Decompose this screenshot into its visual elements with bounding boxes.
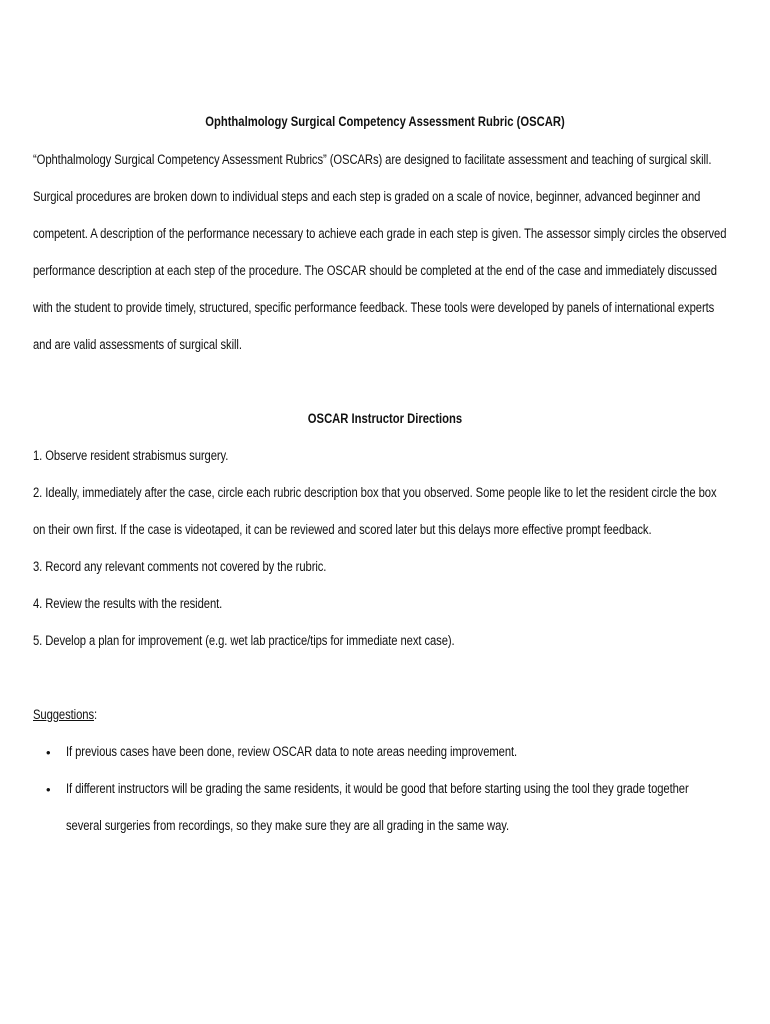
intro-line-2: Surgical procedures are broken down to individual steps and each step is graded on a scale of novice, beginner, advanced beginner and xyxy=(33,189,701,204)
intro-line-5: with the student to provide timely, structured, specific performance feedback. These tools were developed by panels of international experts xyxy=(33,300,715,315)
directions-heading: OSCAR Instructor Directions xyxy=(307,411,463,426)
suggestions-heading xyxy=(33,706,97,724)
direction-line-2: 2. Ideally, immediately after the case, circle each rubric description box that you observed. Some people like to let the resident circle the box xyxy=(33,485,717,500)
intro-line-4: performance description at each step of the procedure. The OSCAR should be completed at the end of the case and immediately discussed xyxy=(33,263,717,278)
direction-line-4: 3. Record any relevant comments not covered by the rubric. xyxy=(33,559,327,574)
suggestion-line-3: several surgeries from recordings, so they make sure they are all grading in the same way. xyxy=(66,818,509,833)
suggestions-colon: : xyxy=(93,707,98,722)
suggestion-line-2: If different instructors will be grading the same residents, it would be good that before starting using the tool they grade together xyxy=(66,781,689,796)
bullet-icon: • xyxy=(46,782,51,797)
suggestion-line-1: If previous cases have been done, review OSCAR data to note areas needing improvement. xyxy=(66,744,518,759)
intro-line-3: competent. A description of the performance necessary to achieve each grade in each step is given. The assessor simply circles the observed xyxy=(33,226,727,241)
direction-line-1: 1. Observe resident strabismus surgery. xyxy=(33,448,229,463)
intro-line-1: “Ophthalmology Surgical Competency Assessment Rubrics” (OSCARs) are designed to facilitate assessment and teaching of surgical skill. xyxy=(33,152,712,167)
document-title: Ophthalmology Surgical Competency Assessment Rubric (OSCAR) xyxy=(205,114,565,129)
direction-line-6: 5. Develop a plan for improvement (e.g. wet lab practice/tips for immediate next case). xyxy=(33,633,455,648)
bullet-icon: • xyxy=(46,745,51,760)
direction-line-3: on their own first. If the case is videotaped, it can be reviewed and scored later but this delays more effective prompt feedback. xyxy=(33,522,652,537)
suggestions-label: Suggestions xyxy=(33,707,94,722)
direction-line-5: 4. Review the results with the resident. xyxy=(33,596,223,611)
intro-line-6: and are valid assessments of surgical skill. xyxy=(33,337,242,352)
